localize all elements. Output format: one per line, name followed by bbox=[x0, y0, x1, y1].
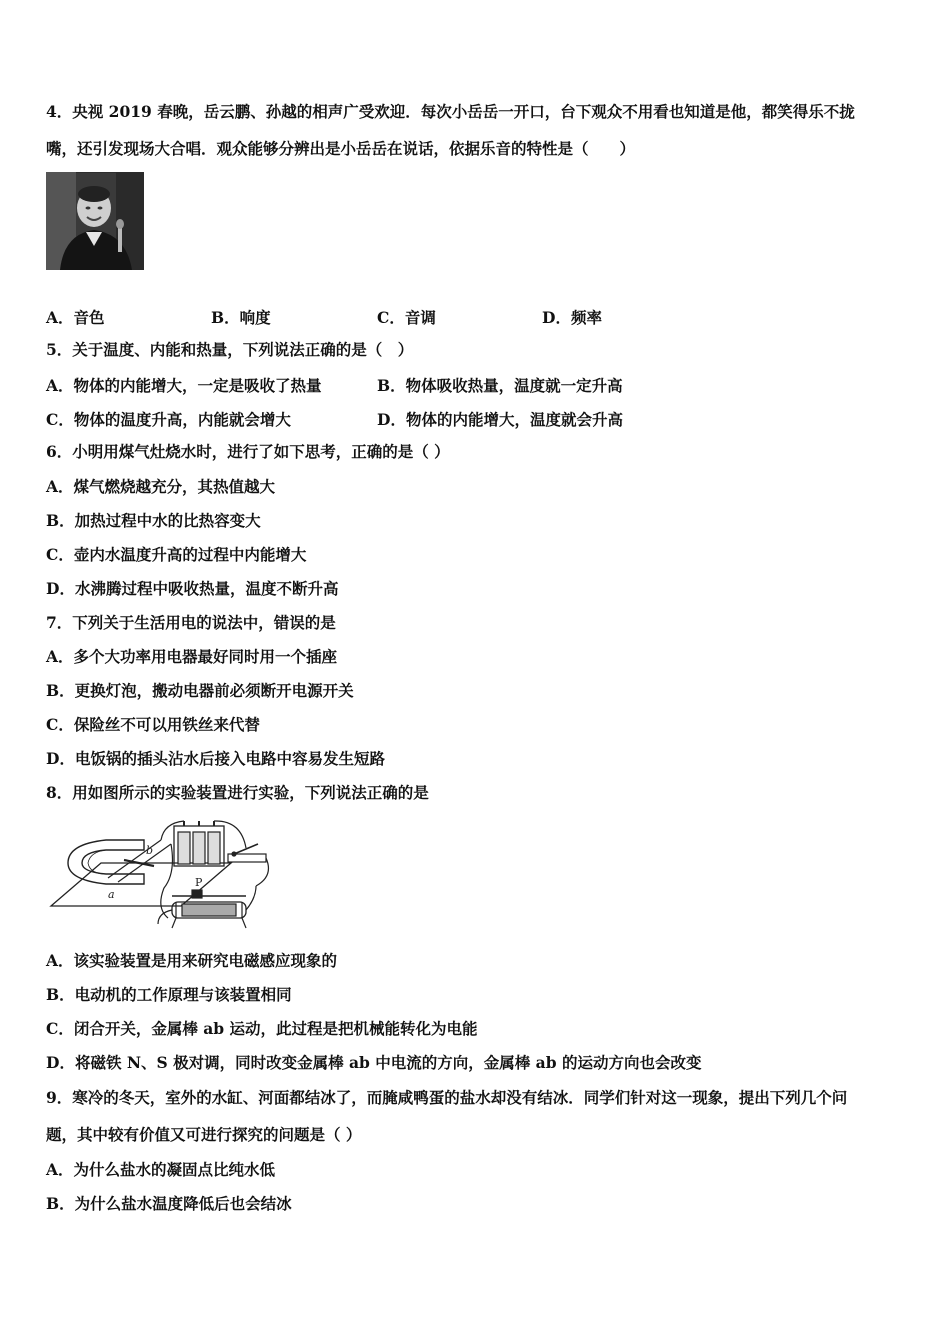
q5-stem: 5．关于温度、内能和热量，下列说法正确的是（ ） bbox=[46, 340, 414, 359]
q5-option-a: A．物体的内能增大，一定是吸收了热量 bbox=[46, 376, 322, 395]
q7-stem: 7．下列关于生活用电的说法中，错误的是 bbox=[46, 613, 336, 632]
q8-option-b: B．电动机的工作原理与该装置相同 bbox=[46, 985, 292, 1004]
q4-option-d: D．频率 bbox=[542, 308, 602, 327]
q4-option-b: B．响度 bbox=[211, 308, 271, 327]
q6-option-a: A．煤气燃烧越充分，其热值越大 bbox=[46, 477, 276, 496]
q9-option-b: B．为什么盐水温度降低后也会结冰 bbox=[46, 1194, 292, 1213]
q5-option-c: C．物体的温度升高，内能就会增大 bbox=[46, 410, 291, 429]
q6-stem: 6．小明用煤气灶烧水时，进行了如下思考，正确的是（ ） bbox=[46, 442, 450, 461]
q8-label-b: b bbox=[146, 844, 154, 857]
q7-option-c: C．保险丝不可以用铁丝来代替 bbox=[46, 715, 260, 734]
q8-option-c: C．闭合开关，金属棒 ab 运动，此过程是把机械能转化为电能 bbox=[46, 1019, 478, 1038]
q4-stem-line2: 嘴，还引发现场大合唱．观众能够分辨出是小岳岳在说话，依据乐音的特性是（ ） bbox=[46, 139, 636, 158]
q6-option-d: D．水沸腾过程中吸收热量，温度不断升高 bbox=[46, 579, 339, 598]
q8-apparatus-figure bbox=[46, 818, 271, 936]
q8-option-d: D．将磁铁 N、S 极对调，同时改变金属棒 ab 中电流的方向，金属棒 ab 的运动方向也会改变 bbox=[46, 1053, 702, 1072]
q4-option-a: A．音色 bbox=[46, 308, 105, 327]
q5-option-d: D．物体的内能增大，温度就会升高 bbox=[377, 410, 623, 429]
q4-photo-figure bbox=[46, 172, 144, 270]
q5-option-b: B．物体吸收热量，温度就一定升高 bbox=[377, 376, 623, 395]
q6-option-b: B．加热过程中水的比热容变大 bbox=[46, 511, 261, 530]
q8-option-a: A．该实验装置是用来研究电磁感应现象的 bbox=[46, 951, 338, 970]
q8-stem: 8．用如图所示的实验装置进行实验，下列说法正确的是 bbox=[46, 783, 429, 802]
q4-stem-line1: 4．央视 2019 春晚，岳云鹏、孙越的相声广受欢迎．每次小岳岳一开口，台下观众不用看也知道是他，都笑得乐不拢 bbox=[46, 102, 855, 121]
q7-option-a: A．多个大功率用电器最好同时用一个插座 bbox=[46, 647, 338, 666]
q9-stem-line1: 9．寒冷的冬天，室外的水缸、河面都结冰了，而腌咸鸭蛋的盐水却没有结冰．同学们针对这一现象，提出下列几个问 bbox=[46, 1088, 848, 1107]
q8-label-p: P bbox=[195, 876, 203, 889]
q6-option-c: C．壶内水温度升高的过程中内能增大 bbox=[46, 545, 307, 564]
q8-label-a: a bbox=[108, 888, 115, 901]
q4-option-c: C．音调 bbox=[377, 308, 436, 327]
q7-option-d: D．电饭锅的插头沾水后接入电路中容易发生短路 bbox=[46, 749, 385, 768]
q7-option-b: B．更换灯泡，搬动电器前必须断开电源开关 bbox=[46, 681, 354, 700]
q9-option-a: A．为什么盐水的凝固点比纯水低 bbox=[46, 1160, 276, 1179]
q9-stem-line2: 题，其中较有价值又可进行探究的问题是（ ） bbox=[46, 1125, 362, 1144]
